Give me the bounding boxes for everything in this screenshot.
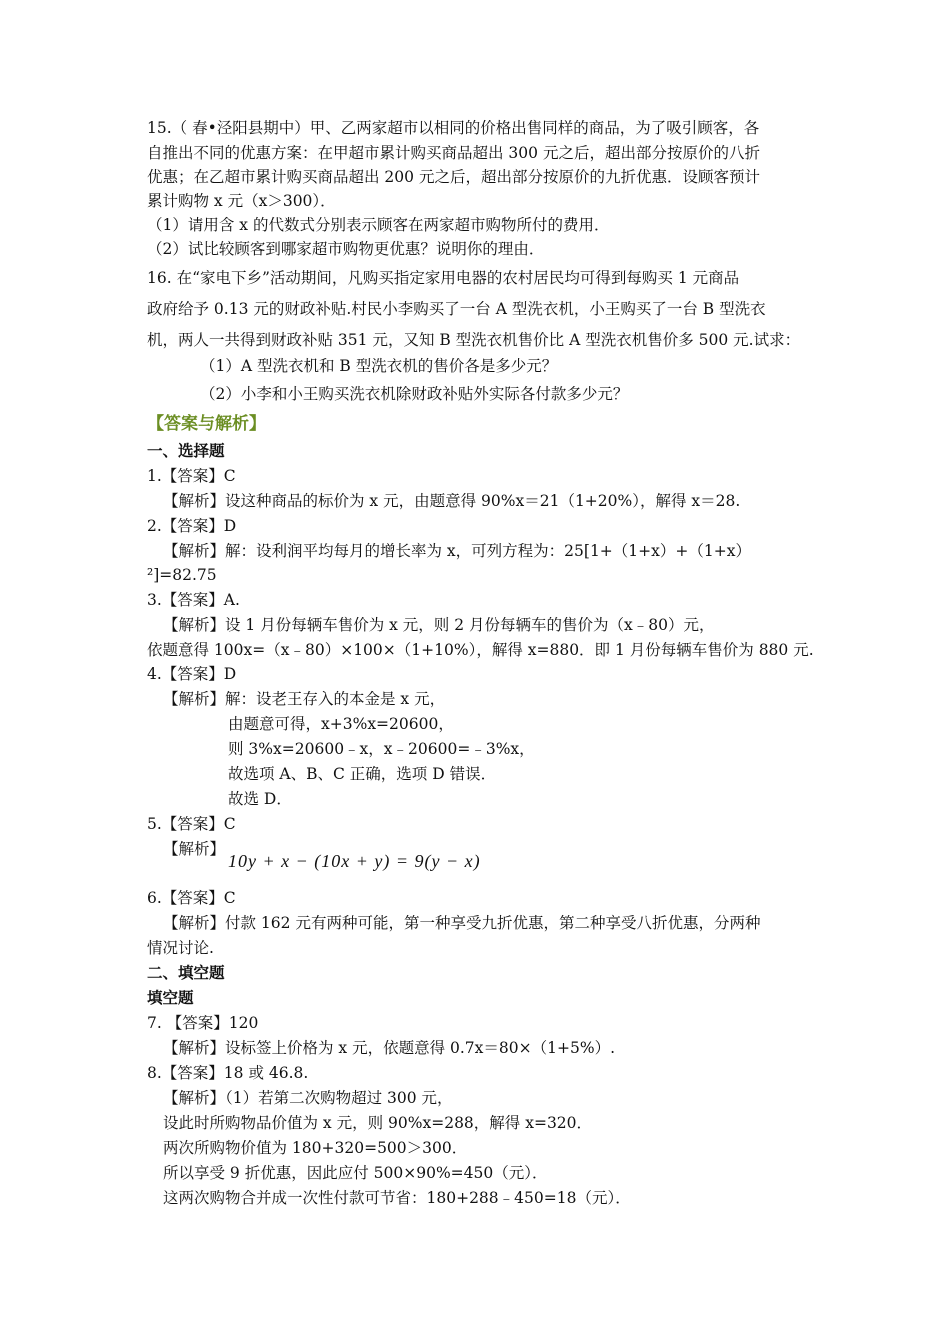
answer-1: 1.【答案】C bbox=[147, 467, 236, 485]
answers-heading: 【答案与解析】 bbox=[147, 414, 266, 434]
analysis-1: 【解析】设这种商品的标价为 x 元，由题意得 90%x＝21（1+20%），解得 x＝28. bbox=[163, 492, 741, 510]
q16-part2: （2）小李和小王购买洗衣机除财政补贴外实际各付款多少元？ bbox=[200, 385, 629, 403]
analysis-4-step3: 故选项 A、B、C 正确，选项 D 错误． bbox=[228, 765, 497, 783]
analysis-2-cont: ²]=82.75 bbox=[147, 566, 217, 584]
q15-line3: 优惠；在乙超市累计购买商品超出 200 元之后，超出部分按原价的九折优惠．设顾客预计 bbox=[147, 168, 760, 186]
analysis-8-step2: 两次所购物价值为 180+320=500＞300． bbox=[163, 1139, 468, 1157]
answer-7: 7. 【答案】120 bbox=[147, 1014, 259, 1032]
q15-part2: （2）试比较顾客到哪家超市购物更优惠？说明你的理由． bbox=[147, 240, 545, 258]
analysis-8-step4: 这两次购物合并成一次性付款可节省：180+288﹣450=18（元）． bbox=[163, 1189, 631, 1207]
analysis-8: 【解析】（1）若第二次购物超过 300 元， bbox=[163, 1089, 453, 1107]
analysis-8-step3: 所以享受 9 折优惠，因此应付 500×90%=450（元）． bbox=[163, 1164, 548, 1182]
answer-4: 4.【答案】D bbox=[147, 665, 237, 683]
analysis-4-step1: 由题意可得，x+3%x=20600， bbox=[228, 715, 454, 733]
q15-line1: 15.（ 春•泾阳县期中）甲、乙两家超市以相同的价格出售同样的商品，为了吸引顾客，各 bbox=[147, 119, 760, 137]
q16-line2: 政府给予 0.13 元的财政补贴.村民小李购买了一台 A 型洗衣机，小王购买了一台 B 型洗衣 bbox=[147, 300, 766, 318]
analysis-4-step2: 则 3%x=20600﹣x，x﹣20600=﹣3%x， bbox=[228, 740, 535, 758]
analysis-5-label: 【解析】 bbox=[163, 840, 226, 858]
analysis-7: 【解析】设标签上价格为 x 元，依题意得 0.7x＝80×（1+5%）. bbox=[163, 1039, 615, 1057]
analysis-6-cont: 情况讨论. bbox=[147, 939, 214, 957]
section-2-subtitle: 填空题 bbox=[147, 988, 194, 1007]
answer-2: 2.【答案】D bbox=[147, 517, 237, 535]
q15-line2: 自推出不同的优惠方案：在甲超市累计购买商品超出 300 元之后，超出部分按原价的八折 bbox=[147, 144, 760, 162]
analysis-5-formula: 10y + x − (10x + y) = 9(y − x) bbox=[228, 851, 481, 871]
answer-8: 8.【答案】18 或 46.8. bbox=[147, 1064, 309, 1082]
section-2-title: 二、填空题 bbox=[147, 963, 225, 982]
analysis-4-step4: 故选 D． bbox=[228, 790, 292, 808]
section-1-title: 一、选择题 bbox=[147, 441, 225, 460]
q16-line1: 16. 在“家电下乡”活动期间，凡购买指定家用电器的农村居民均可得到每购买 1 元商品 bbox=[147, 269, 740, 287]
answer-6: 6.【答案】C bbox=[147, 889, 236, 907]
q15-line4: 累计购物 x 元（x＞300）． bbox=[147, 192, 336, 210]
analysis-6: 【解析】付款 162 元有两种可能，第一种享受九折优惠，第二种享受八折优惠，分两种 bbox=[163, 914, 761, 932]
analysis-4: 【解析】解：设老王存入的本金是 x 元， bbox=[163, 690, 446, 708]
q15-part1: （1）请用含 x 的代数式分别表示顾客在两家超市购物所付的费用． bbox=[147, 216, 610, 234]
analysis-8-step1: 设此时所购物品价值为 x 元，则 90%x=288，解得 x=320． bbox=[163, 1114, 593, 1132]
analysis-3: 【解析】设 1 月份每辆车售价为 x 元，则 2 月份每辆车的售价为（x﹣80）元， bbox=[163, 616, 715, 634]
answer-3: 3.【答案】A. bbox=[147, 591, 240, 609]
q16-line3: 机，两人一共得到财政补贴 351 元，又知 B 型洗衣机售价比 A 型洗衣机售价多 500 元.试求： bbox=[147, 331, 801, 349]
analysis-2: 【解析】解：设利润平均每月的增长率为 x，可列方程为：25[1+（1+x）+（1+x） bbox=[163, 542, 751, 560]
q16-part1: （1）A 型洗衣机和 B 型洗衣机的售价各是多少元？ bbox=[200, 357, 558, 375]
answer-5: 5.【答案】C bbox=[147, 815, 236, 833]
analysis-3-cont: 依题意得 100x=（x﹣80）×100×（1+10%），解得 x=880．即 1 月份每辆车售价为 880 元. bbox=[147, 641, 814, 659]
